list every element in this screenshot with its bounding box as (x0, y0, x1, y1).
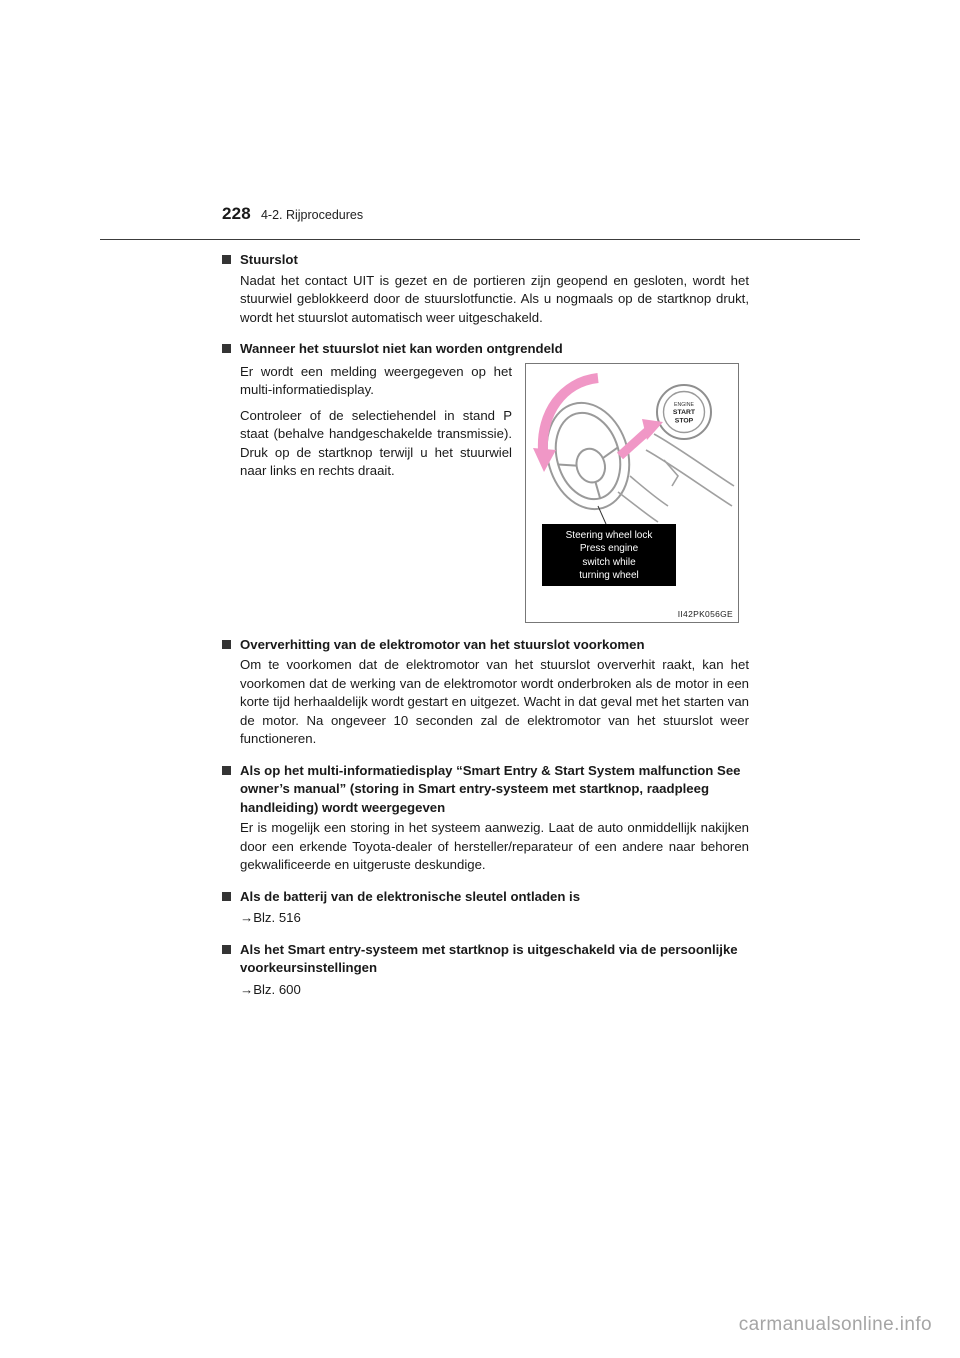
page-content (222, 251, 749, 999)
press-button-arrow-icon (620, 419, 663, 456)
page-header (222, 204, 363, 224)
text-and-figure-row (222, 363, 749, 623)
header-divider (100, 239, 860, 240)
figure-callout-label (542, 524, 676, 586)
callout-line: turning wheel (579, 570, 639, 581)
square-bullet-icon (222, 255, 231, 264)
svg-text:START: START (672, 408, 696, 416)
section-heading (222, 888, 749, 907)
engine-start-stop-button-icon (657, 385, 711, 439)
section-title: Als het Smart entry-systeem met startknop is uitgeschakeld via de persoonlijke voorkeursinstellingen (240, 941, 738, 975)
watermark: carmanualsonline.info (738, 1314, 932, 1335)
section-heading (222, 762, 749, 818)
square-bullet-icon (222, 766, 231, 775)
section-heading (222, 251, 749, 270)
section-oververhitting (222, 636, 749, 749)
section-body: Om te voorkomen dat de elektromotor van het stuurslot oververhit raakt, kan het voorkomen dat de werking van de elektromotor wordt onderbroken als de motor in een korte tijd herhaaldelijk wordt gestart en uitgezet. Wacht in dat geval met het starten van de motor. Na ongeveer 10 seconden zal de elektromotor van het stuurslot weer functioneren. (240, 657, 749, 746)
square-bullet-icon (222, 892, 231, 901)
section-title: Wanneer het stuurslot niet kan worden ontgrendeld (240, 341, 563, 356)
paragraph: Controleer of de selectiehendel in stand P staat (behalve handgeschakelde transmissie). Druk op de startknop terwijl u het stuurwiel naar links en rechts draait. (240, 407, 512, 478)
callout-line: Steering wheel lock (565, 529, 653, 541)
section-ontgrendeld (222, 340, 749, 623)
section-heading (222, 636, 749, 655)
square-bullet-icon (222, 344, 231, 353)
paragraph: Er wordt een melding weergegeven op het multi-informatiedisplay. (240, 363, 512, 397)
section-title: Stuurslot (240, 252, 298, 267)
callout-line: Press engine (579, 543, 639, 554)
page-reference: →Blz. 600 (240, 981, 301, 997)
chapter-breadcrumb: 4-2. Rijprocedures (260, 208, 364, 222)
section-body: Er is mogelijk een storing in het systeem aanwezig. Laat de auto onmiddellijk nakijken door een erkende Toyota-dealer of hersteller/reparateur of een andere naar behoren gekwalificeerde en uitgeruste deskundige. (240, 820, 749, 872)
section-persoonlijk (222, 941, 749, 1000)
section-title: Als de batterij van de elektronische sleutel ontladen is (240, 888, 581, 904)
section-body: Nadat het contact UIT is gezet en de portieren zijn geopend en gesloten, wordt het stuurwiel geblokkeerd door de stuurslotfunctie. Als u nogmaals op de startknop drukt, wordt het stuurslot automatisch weer uitgeschakeld. (240, 272, 749, 325)
section-title: Als op het multi-informatiedisplay “Smart Entry & Start System malfunction See owner’s manual” (storing in Smart entry-systeem met startknop, raadpleeg handleiding) wordt weergegeven (240, 762, 741, 815)
turn-wheel-arrow-icon (533, 378, 598, 472)
square-bullet-icon (222, 945, 231, 954)
section-batterij (222, 888, 749, 928)
section-body (240, 363, 512, 623)
svg-text:ENGINE: ENGINE (674, 401, 694, 408)
figure-reference-code: II42PK056GE (677, 608, 733, 619)
steering-wheel-figure (525, 363, 739, 623)
section-stuurslot (222, 251, 749, 327)
page-number: 228 (222, 204, 251, 223)
section-malfunction (222, 762, 749, 875)
section-title: Oververhitting van de elektromotor van het stuurslot voorkomen (240, 636, 645, 652)
section-heading (222, 941, 749, 978)
page-reference: →Blz. 516 (240, 910, 301, 925)
callout-line: switch while (582, 556, 636, 568)
square-bullet-icon (222, 640, 231, 649)
section-heading (222, 340, 749, 359)
svg-text:STOP: STOP (674, 417, 694, 424)
